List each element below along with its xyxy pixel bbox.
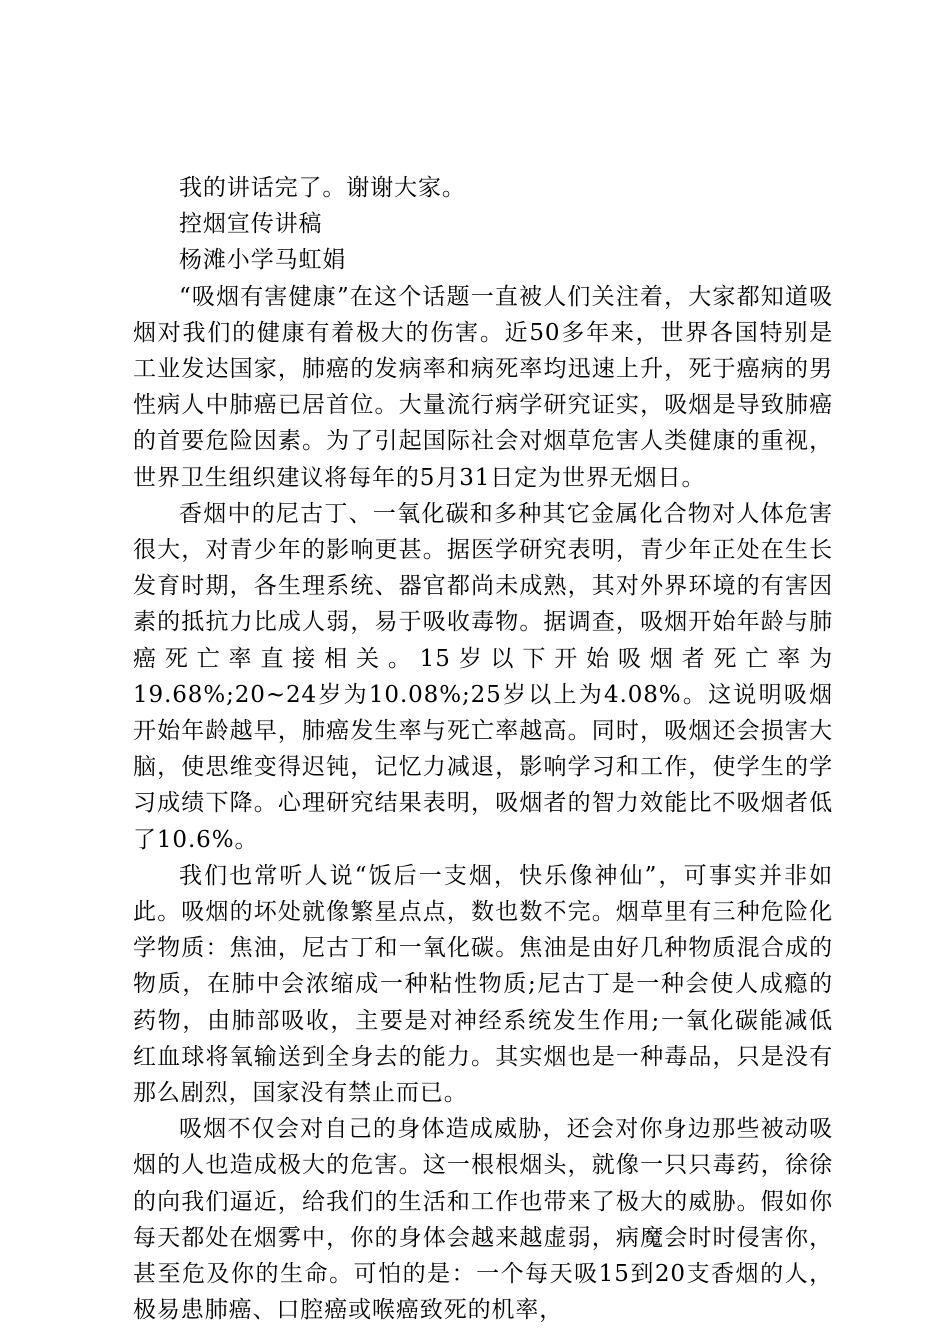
body-paragraph-4: 吸烟不仅会对自己的身体造成威胁，还会对你身边那些被动吸烟的人也造成极大的危害。这一根根烟头，就像一只只毒药，徐徐的向我们逼近，给我们的生活和工作也带来了极大的威胁。假如你每天都处在烟雾中，你的身体会越来越虚弱，病魔会时时侵害你，甚至危及你的生命。可怕的是：一个每天吸15到20支香烟的人，极易患肺癌、口腔癌或喉癌致死的机率， — [133, 1116, 833, 1324]
body-paragraph-1: “吸烟有害健康”在这个话题一直被人们关注着，大家都知道吸烟对我们的健康有着极大的伤害。近50多年来，世界各国特别是工业发达国家，肺癌的发病率和病死率均迅速上升，死于癌病的男性病人中肺癌已居首位。大量流行病学研究证实，吸烟是导致肺癌的首要危险因素。为了引起国际社会对烟草危害人类健康的重视，世界卫生组织建议将每年的5月31日定为世界无烟日。 — [133, 283, 833, 491]
body-paragraph-2: 香烟中的尼古丁、一氧化碳和多种其它金属化合物对人体危害很大，对青少年的影响更甚。据医学研究表明，青少年正处在生长发育时期，各生理系统、器官都尚未成熟，其对外界环境的有害因素的抵抗力比成人弱，易于吸收毒物。据调查，吸烟开始年龄与肺癌死亡率直接相关。15岁以下开始吸烟者死亡率为19.68%;20~24岁为10.08%;25岁以上为4.08%。这说明吸烟开始年龄越早，肺癌发生率与死亡率越高。同时，吸烟还会损害大脑，使思维变得迟钝，记忆力减退，影响学习和工作，使学生的学习成绩下降。心理研究结果表明，吸烟者的智力效能比不吸烟者低了10.6%。 — [133, 500, 833, 853]
speech-title: 控烟宣传讲稿 — [179, 211, 323, 238]
body-paragraph-3: 我们也常听人说“饭后一支烟，快乐像神仙”，可事实并非如此。吸烟的坏处就像繁星点点，数也数不完。烟草里有三种危险化学物质：焦油，尼古丁和一氧化碳。焦油是由好几种物质混合成的物质，在肺中会浓缩成一种粘性物质;尼古丁是一种会使人成瘾的药物，由肺部吸收，主要是对神经系统发生作用;一氧化碳能减低红血球将氧输送到全身去的能力。其实烟也是一种毒品，只是没有那么剧烈，国家没有禁止而已。 — [133, 862, 833, 1107]
author-line: 杨滩小学马虹娟 — [179, 247, 347, 274]
document-page — [133, 170, 833, 1329]
closing-line: 我的讲话完了。谢谢大家。 — [179, 175, 466, 201]
